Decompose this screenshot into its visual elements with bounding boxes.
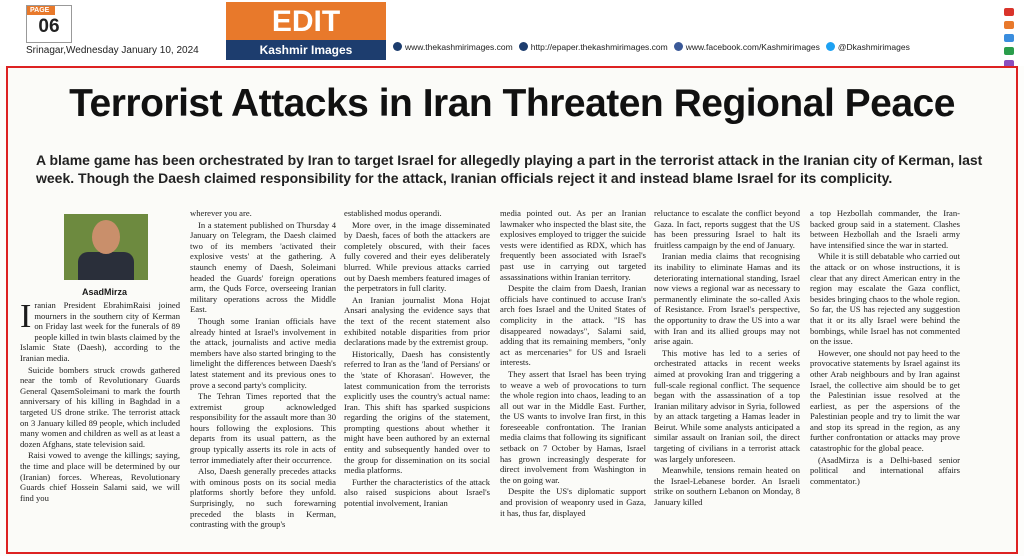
byline: AsadMirza [82, 287, 128, 297]
paragraph: Raisi vowed to avenge the killings; saying, the time and place will be determined by our (Iranian) forces. Whereas, Revolutionary Guards chief Hossein Salami said, we will find you [20, 450, 180, 503]
share-icon-2[interactable] [1004, 34, 1014, 42]
header-link-0[interactable] [393, 42, 513, 52]
header-link-1[interactable] [519, 42, 668, 52]
header-link-text: http://epaper.thekashmirimages.com [530, 42, 668, 52]
paragraph: Historically, Daesh has consistently referred to Iran as the 'land of Persians' or the 'state of Khorasan'. However, the latest communication from the terrorists explicitly uses the country's actual name: Iran. This shift has sparked suspicions regarding the origins of the statement, prompting questions about whether it might have been authored by an external entity and subsequently handed over to the group for dissemination on its social media platforms. [344, 348, 490, 476]
globe-icon [519, 42, 528, 51]
paragraph: However, one should not pay heed to the provocative statements by Israel against its other Arab neighbours and by Iran against Israel, the collective aim should be to get the Palestinian issue resolved at the earliest, as per the aspersions of the Palestinian people and try to limit the war and stop its spread in the region, as any further confrontation or attacks may prove catastrophic for the global peace. [810, 347, 960, 454]
article-deck: A blame game has been orchestrated by Iran to target Israel for allegedly playing a part in the terrorist attack in the Iranian city of Kerman, last week. Though the Daesh claimed responsibility for the attack, Iranian officials reject it and instead blame Israel for its complicity. [36, 152, 983, 186]
paragraph: Despite the claim from Daesh, Iranian officials have continued to accuse Iran's arch foes Israel and the United States of complicity in the attack. "IS has disappeared nowadays", Salami said, adding that its remaining members, "only act as mercenaries" for US and Israeli interests. [500, 283, 646, 368]
paragraph: Despite the US's diplomatic support and provision of weaponry used in Gaza, it has, thus far, displayed [500, 486, 646, 518]
side-share-icons [1004, 8, 1016, 73]
publication-name: Kashmir Images [226, 40, 386, 60]
column-6 [810, 208, 960, 487]
header-link-text: www.facebook.com/Kashmirimages [685, 42, 820, 52]
twitter-icon [826, 42, 835, 51]
column-5 [654, 208, 800, 509]
paragraph: Further the characteristics of the attack also raised suspicions about Israel's potential involvement, Iranian [344, 476, 490, 509]
column-1 [20, 300, 180, 504]
paragraph: wherever you are. [190, 208, 252, 218]
paragraph: Also, Daesh generally precedes attacks with ominous posts on its social media platforms shortly before they unfold. Surprisingly, no such forewarning preceded the blasts in Kerman, contrasting with the group's [190, 466, 336, 530]
page-number: 06 [38, 16, 60, 37]
column-3 [344, 208, 490, 510]
page-label: PAGE [27, 6, 55, 15]
masthead [0, 0, 1024, 66]
column-2 [190, 208, 336, 531]
paragraph: Though some Iranian officials have already hinted at Israel's involvement in the attack, journalists and active media members have also started bringing to the limelight the differences between Daesh's latest statement and its previous ones to prove a second party's complicity. [190, 315, 336, 390]
dateline: Srinagar,Wednesday January 10, 2024 [26, 45, 199, 56]
paragraph: Suicide bombers struck crowds gathered near the tomb of Revolutionary Guards General QasemSoleimani to mark the fourth anniversary of his killing in Baghdad in a targeted US drone strike. The terrorist attack on 3 January killed 89 people, which included many women and children as well as at least a dozen Afghans, state television said. [20, 364, 180, 449]
paragraph: a top Hezbollah commander, the Iran-backed group said in a statement. Clashes between Hezbollah and the Israeli army have intensified since the war in started. [810, 208, 960, 250]
paragraph: reluctance to escalate the conflict beyond Gaza. In fact, reports suggest that the US has been pressuring Israel to halt its fruitless campaign by the end of January. [654, 208, 800, 250]
header-link-2[interactable] [674, 42, 820, 52]
paragraph: Iranian media claims that recognising its inability to eliminate Hamas and its deteriorating international standing, Israel now views a regional war as necessary to permanently eliminate the so-called Axis of Resistance. From Israel's perspective, the opportunity to draw the US into a war with Iran and its allied groups may not arise again. [654, 251, 800, 347]
headline: Terrorist Attacks in Iran Threaten Regional Peace [69, 82, 955, 125]
paragraph [20, 300, 180, 364]
paragraph: This motive has led to a series of orchestrated attacks in recent weeks aimed at provoking Iran and triggering a full-scale regional conflict. The sequence began with the assassination of a top Iranian military advisor in Syria, followed by an attack targeting a Hamas leader in Beirut. While some analysts anticipated a similar assault on Iranian soil, the direct targeting of civilians in a terrorist attack was largely unforeseen. [654, 347, 800, 464]
paragraph: media pointed out. As per an Iranian lawmaker who inspected the blast site, the explosives employed to trigger the suicide vests were identified as RDX, which has frequently been associated with Israel's past use in carrying out targeted assassinations within Iranian territory. [500, 208, 646, 282]
share-icon-0[interactable] [1004, 8, 1014, 16]
paragraph: More over, in the image disseminated by Daesh, faces of both the attackers are completely obscured, with their faces fully covered and their eyes deliberately blurred. While previous attacks carried out by Daesh members featured images of the perpetrators in full clarity. [344, 219, 490, 294]
facebook-icon [674, 42, 683, 51]
article-frame [6, 66, 1018, 554]
author-photo-body [78, 252, 134, 280]
paragraph: (AsadMirza is a Delhi-based senior political and international affairs commentator.) [810, 454, 960, 486]
paragraph: Meanwhile, tensions remain heated on the Israel-Lebanese border. An Israeli strike on southern Lebanon on Monday, 8 January killed [654, 465, 800, 508]
section-title: EDIT [226, 2, 386, 40]
drop-cap: I [20, 298, 32, 335]
paragraph: An Iranian journalist Mona Hojat Ansari analysing the evidence says that the text of the recent statement also exhibited notable disparities from prior declarations made by the extremist group. [344, 294, 490, 348]
author-photo [64, 214, 148, 280]
header-link-3[interactable] [826, 42, 910, 52]
header-link-text: @Dkashmirimages [837, 42, 910, 52]
share-icon-3[interactable] [1004, 47, 1014, 55]
paragraph: established modus operandi. [344, 208, 442, 218]
section-logo [226, 2, 386, 62]
header-links [393, 42, 916, 52]
paragraph: The Tehran Times reported that the extremist group acknowledged responsibility for the assault more than 30 hours following the explosions. This departs from its usual pattern, as the group typically asserts its role in acts of terror immediately after their occurrence. [190, 391, 336, 465]
header-link-text: www.thekashmirimages.com [405, 42, 513, 52]
paragraph: In a statement published on Thursday 4 January on Telegram, the Daesh claimed two of its members 'activated their explosive vests' at the gathering. A staunch enemy of Daesh, Soleimani headed the Guards' foreign operations arm, the Quds Force, overseeing Iranian military operations across the Middle East. [190, 219, 336, 315]
paragraph-text: ranian President EbrahimRaisi joined mourners in the southern city of Kerman on Friday last week for the funerals of 89 people killed in twin blasts claimed by the Islamic State (Daesh), according to the Iranian media. [20, 300, 180, 363]
author-photo-head [92, 220, 120, 254]
globe-icon [393, 42, 402, 51]
share-icon-1[interactable] [1004, 21, 1014, 29]
paragraph: While it is still debatable who carried out the attack or on whose instructions, it is clear that any direct American entry in the region may escalate the Gaza conflict, besides bringing chaos to the whole region. So far, the US has rejected any suggestion that it or its ally Israel were behind the bombings, while Israel has not commented on the issue. [810, 251, 960, 347]
page-number-tag [26, 5, 72, 43]
paragraph: They assert that Israel has been trying to weave a web of provocations to turn the whole region into chaos, leading to an all out war in the Middle East. Further, the US wants to involve Iran first, in this foreseeable confrontation. The Iranian media claims that following its significant setback on 7 October by Hamas, Israel has grown increasingly desperate for direct involvement from Washington in the on going war. [500, 368, 646, 485]
column-4 [500, 208, 646, 519]
